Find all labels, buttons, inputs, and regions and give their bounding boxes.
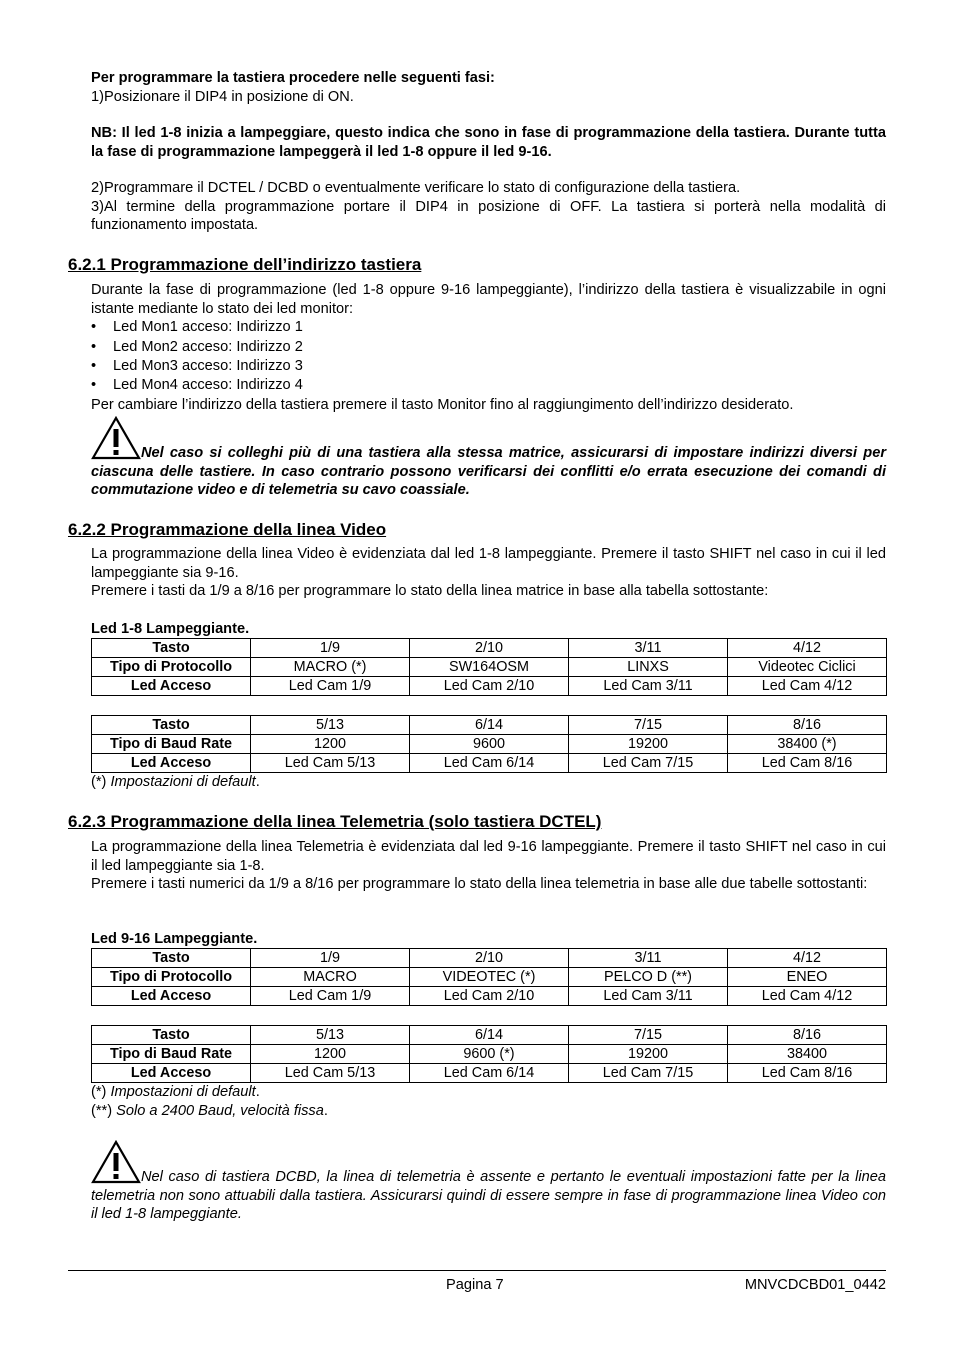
- bullet-icon: •: [91, 338, 97, 355]
- table-row: Led Acceso Led Cam 1/9 Led Cam 2/10 Led Cam 3/11 Led Cam 4/12: [92, 987, 887, 1006]
- intro-steps: [91, 179, 886, 235]
- section2-body: [91, 545, 886, 601]
- video-baudrate-table: [91, 715, 887, 773]
- bullet-icon: •: [91, 377, 97, 394]
- section1-para2: Per cambiare l’indirizzo della tastiera premere il tasto Monitor fino al raggiungimento dell’indirizzo desiderato.: [91, 396, 794, 413]
- table-row: Led Acceso Led Cam 5/13 Led Cam 6/14 Led Cam 7/15 Led Cam 8/16: [92, 1064, 887, 1083]
- list-item: • Led Mon2 acceso: Indirizzo 2: [91, 338, 303, 355]
- warning-text: Nel caso si colleghi più di una tastiera alla stessa matrice, assicurarsi di impostare indirizzi diversi per ciascuna delle tastiere. In caso contrario possono verificarsi dei conflitti e/o errata esecuzione dei comandi di commutazione video e di telemetria su cavo coassiale.: [91, 445, 886, 499]
- section-title-6-2-3: 6.2.3 Programmazione della linea Telemetria (solo tastiera DCTEL): [68, 812, 602, 831]
- section1-para: Durante la fase di programmazione (led 1-8 oppure 9-16 lampeggiante), l’indirizzo della tastiera è visualizzabile in ogni istante mediante lo stato dei led monitor:: [91, 282, 886, 317]
- list-item: • Led Mon3 acceso: Indirizzo 3: [91, 357, 303, 374]
- table-row: Tipo di Protocollo MACRO VIDEOTEC (*) PELCO D (**) ENEO: [92, 968, 887, 987]
- section1-warning: [91, 444, 886, 500]
- section1-body: [91, 281, 886, 414]
- document-code: MNVCDCBD01_0442: [744, 1277, 886, 1293]
- intro-nb: [91, 124, 886, 161]
- led-address-list: [91, 318, 886, 396]
- table-row: Tipo di Baud Rate 1200 9600 19200 38400 (*): [92, 735, 887, 754]
- nb-text: NB: Il led 1-8 inizia a lampeggiare, questo indica che sono in fase di programmazione della tastiera. Durante tutta la fase di programmazione lampeggerà il led 1-8 oppure il led 9-16.: [91, 125, 886, 160]
- telemetry-baudrate-table: [91, 1025, 887, 1083]
- page-number: Pagina 7: [446, 1277, 504, 1293]
- section2-note: (*) Impostazioni di default.: [91, 774, 260, 790]
- section2-para1: La programmazione della linea Video è evidenziata dal led 1-8 lampeggiante. Premere il tasto SHIFT nel caso in cui il led lampeggiante sia 9-16.: [91, 546, 886, 581]
- video-protocol-table: [91, 638, 887, 696]
- intro-step3: 3)Al termine della programmazione portare il DIP4 in posizione di OFF. La tastiera si porterà nella modalità di funzionamento impostata.: [91, 198, 886, 234]
- section3-para2: Premere i tasti numerici da 1/9 a 8/16 per programmare lo stato della linea telemetria in base alle due tabelle sottostanti:: [91, 876, 868, 893]
- section3-table-caption: Led 9-16 Lampeggiante.: [91, 931, 258, 947]
- table-row: Tasto 1/9 2/10 3/11 4/12: [92, 949, 887, 968]
- table-row: Tasto 5/13 6/14 7/15 8/16: [92, 716, 887, 735]
- section2-table-caption: Led 1-8 Lampeggiante.: [91, 621, 250, 637]
- intro-step2: 2)Programmare il DCTEL / DCBD o eventualmente verificare lo stato di configurazione della tastiera.: [91, 180, 741, 196]
- section3-para1: La programmazione della linea Telemetria è evidenziata dal led 9-16 lampeggiante. Premere il tasto SHIFT nel caso in cui il led lampeggiante sia 1-8.: [91, 839, 886, 874]
- section3-warning: [91, 1168, 886, 1224]
- section3-body: [91, 838, 886, 894]
- list-item: • Led Mon4 acceso: Indirizzo 4: [91, 377, 303, 394]
- bullet-icon: •: [91, 357, 97, 374]
- table-row: Led Acceso Led Cam 5/13 Led Cam 6/14 Led Cam 7/15 Led Cam 8/16: [92, 754, 887, 773]
- table-row: Tipo di Protocollo MACRO (*) SW164OSM LINXS Videotec Ciclici: [92, 658, 887, 677]
- table-row: Tipo di Baud Rate 1200 9600 (*) 19200 38400: [92, 1045, 887, 1064]
- section-title-6-2-1: 6.2.1 Programmazione dell’indirizzo tastiera: [68, 255, 422, 274]
- bullet-icon: •: [91, 319, 97, 336]
- table-row: Tasto 1/9 2/10 3/11 4/12: [92, 639, 887, 658]
- section-title-6-2-2: 6.2.2 Programmazione della linea Video: [68, 520, 387, 539]
- telemetry-protocol-table: [91, 948, 887, 1006]
- table-row: Tasto 5/13 6/14 7/15 8/16: [92, 1026, 887, 1045]
- footer-divider: [68, 1270, 886, 1271]
- section3-notes: (*) Impostazioni di default. (**) Solo a 2400 Baud, velocità fissa.: [91, 1084, 328, 1119]
- intro-heading: Per programmare la tastiera procedere nelle seguenti fasi:: [91, 70, 495, 86]
- intro: [91, 69, 886, 106]
- intro-step1: 1)Posizionare il DIP4 in posizione di ON.: [91, 88, 354, 105]
- table-row: Led Acceso Led Cam 1/9 Led Cam 2/10 Led Cam 3/11 Led Cam 4/12: [92, 677, 887, 696]
- warning-text: Nel caso di tastiera DCBD, la linea di telemetria è assente e pertanto le eventuali impostazioni fatte per la linea telemetria non sono attuabili dalla tastiera. Assicurarsi quindi di essere sempre in fase di programmazione linea Video con il led 1-8 lampeggiante.: [91, 1169, 886, 1223]
- section2-para2: Premere i tasti da 1/9 a 8/16 per programmare lo stato della linea matrice in base alla tabella sottostante:: [91, 583, 769, 600]
- list-item: • Led Mon1 acceso: Indirizzo 1: [91, 319, 303, 336]
